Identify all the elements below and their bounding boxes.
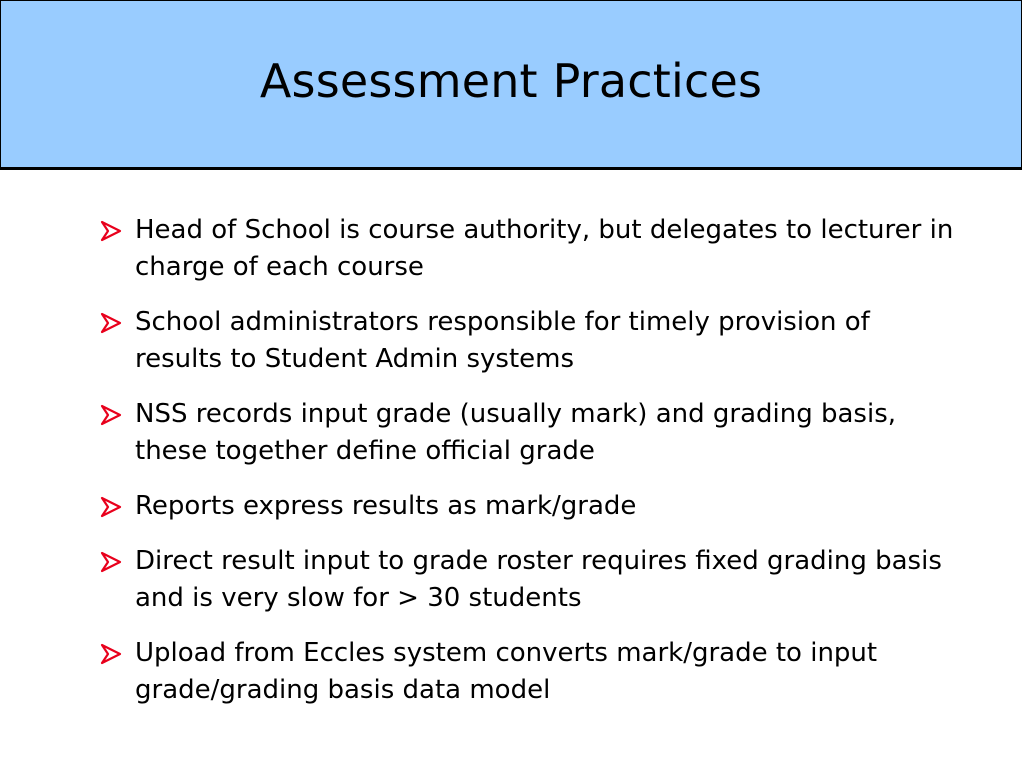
red-arrowhead-icon	[100, 488, 135, 525]
red-arrowhead-icon	[100, 543, 135, 580]
bullet-item	[100, 212, 1000, 286]
bullet-text: School administrators responsible for timely provision of results to Student Admin systems	[135, 307, 870, 374]
bullet-list	[100, 212, 1000, 727]
bullet-item	[100, 635, 1000, 709]
bullet-item	[100, 543, 1000, 617]
bullet-item	[100, 488, 1000, 525]
red-arrowhead-icon	[100, 212, 135, 249]
title-banner	[0, 0, 1022, 170]
bullet-item	[100, 396, 1000, 470]
bullet-item	[100, 304, 1000, 378]
bullet-text: Reports express results as mark/grade	[135, 491, 637, 521]
red-arrowhead-icon	[100, 304, 135, 341]
bullet-text: NSS records input grade (usually mark) and grading basis, these together define official grade	[135, 399, 897, 466]
bullet-text: Direct result input to grade roster requires fixed grading basis and is very slow for > 30 students	[135, 546, 942, 613]
slide-title: Assessment Practices	[259, 54, 763, 108]
red-arrowhead-icon	[100, 635, 135, 672]
bullet-text: Upload from Eccles system converts mark/grade to input grade/grading basis data model	[135, 638, 878, 705]
bullet-text: Head of School is course authority, but delegates to lecturer in charge of each course	[135, 215, 954, 282]
red-arrowhead-icon	[100, 396, 135, 433]
